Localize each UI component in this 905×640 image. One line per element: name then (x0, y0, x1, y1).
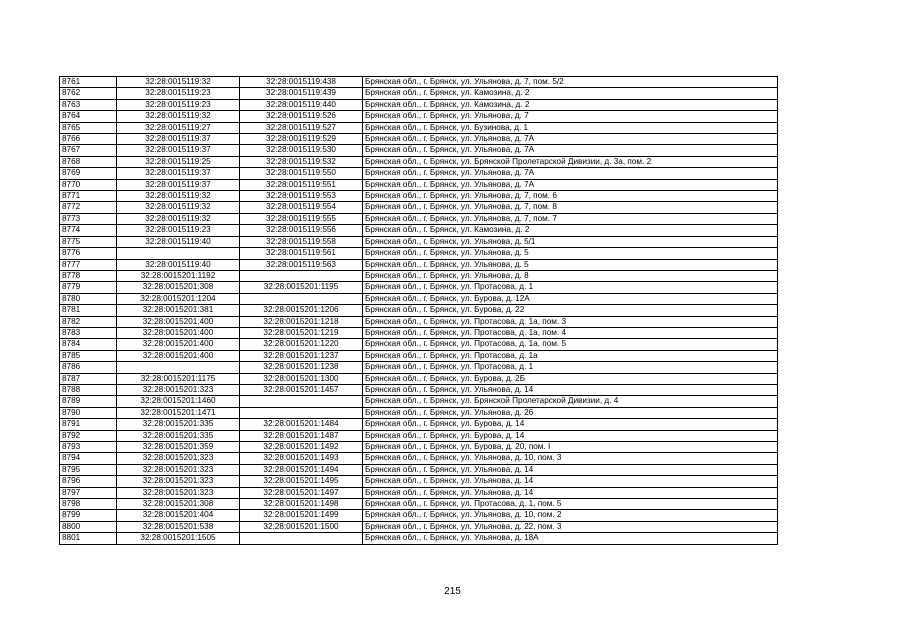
parent-cadastral-cell: 32:28:0015119:32 (117, 202, 240, 213)
parent-cadastral-cell: 32:28:0015201:323 (117, 464, 240, 475)
row-number-cell: 8798 (60, 499, 117, 510)
row-number-cell: 8766 (60, 134, 117, 145)
row-number-cell: 8791 (60, 419, 117, 430)
table-row (60, 202, 778, 213)
cadastral-number-cell: 32:28:0015201:1237 (240, 350, 363, 361)
parent-cadastral-cell: 32:28:0015201:323 (117, 476, 240, 487)
parent-cadastral-cell: 32:28:0015119:32 (117, 77, 240, 88)
parent-cadastral-cell: 32:28:0015201:335 (117, 430, 240, 441)
cadastral-number-cell: 32:28:0015119:554 (240, 202, 363, 213)
address-cell: Брянская обл., г. Брянск, ул. Ульянова, д. 7А (363, 168, 778, 179)
row-number-cell: 8787 (60, 373, 117, 384)
table-row (60, 213, 778, 224)
row-number-cell: 8780 (60, 293, 117, 304)
table-row (60, 407, 778, 418)
table-row (60, 476, 778, 487)
cadastral-number-cell: 32:28:0015201:1457 (240, 384, 363, 395)
parent-cadastral-cell: 32:28:0015201:400 (117, 327, 240, 338)
address-cell: Брянская обл., г. Брянск, ул. Ульянова, д. 7 (363, 111, 778, 122)
table-row (60, 430, 778, 441)
address-cell: Брянская обл., г. Брянск, ул. Бурова, д. 2Б (363, 373, 778, 384)
address-cell: Брянская обл., г. Брянск, ул. Ульянова, д. 22, пом. 3 (363, 521, 778, 532)
table-row (60, 419, 778, 430)
address-cell: Брянская обл., г. Брянск, ул. Камозина, д. 2 (363, 99, 778, 110)
row-number-cell: 8761 (60, 77, 117, 88)
parent-cadastral-cell (117, 362, 240, 373)
address-cell: Брянская обл., г. Брянск, ул. Ульянова, д. 14 (363, 464, 778, 475)
cadastral-number-cell: 32:28:0015201:1484 (240, 419, 363, 430)
table-row (60, 122, 778, 133)
parent-cadastral-cell: 32:28:0015201:335 (117, 419, 240, 430)
parent-cadastral-cell: 32:28:0015119:27 (117, 122, 240, 133)
parent-cadastral-cell: 32:28:0015119:32 (117, 191, 240, 202)
address-cell: Брянская обл., г. Брянск, ул. Протасова, д. 1 (363, 362, 778, 373)
cadastral-number-cell: 32:28:0015119:551 (240, 179, 363, 190)
row-number-cell: 8776 (60, 248, 117, 259)
cadastral-number-cell: 32:28:0015201:1495 (240, 476, 363, 487)
parent-cadastral-cell: 32:28:0015201:381 (117, 305, 240, 316)
table-row (60, 248, 778, 259)
cadastral-number-cell (240, 293, 363, 304)
cadastral-number-cell: 32:28:0015119:550 (240, 168, 363, 179)
parent-cadastral-cell: 32:28:0015119:23 (117, 225, 240, 236)
table-row (60, 225, 778, 236)
address-cell: Брянская обл., г. Брянск, ул. Ульянова, д. 5/1 (363, 236, 778, 247)
address-cell: Брянская обл., г. Брянск, ул. Бурова, д. 14 (363, 430, 778, 441)
parent-cadastral-cell: 32:28:0015201:308 (117, 499, 240, 510)
row-number-cell: 8785 (60, 350, 117, 361)
parent-cadastral-cell: 32:28:0015119:37 (117, 179, 240, 190)
table-row (60, 362, 778, 373)
cadastral-number-cell: 32:28:0015119:553 (240, 191, 363, 202)
parent-cadastral-cell: 32:28:0015201:323 (117, 487, 240, 498)
table-row (60, 168, 778, 179)
address-cell: Брянская обл., г. Брянск, ул. Ульянова, д. 10, пом. 2 (363, 510, 778, 521)
cadastral-number-cell: 32:28:0015119:439 (240, 88, 363, 99)
table-row (60, 259, 778, 270)
address-cell: Брянская обл., г. Брянск, ул. Ульянова, д. 7А (363, 145, 778, 156)
parent-cadastral-cell: 32:28:0015201:1471 (117, 407, 240, 418)
cadastral-number-cell (240, 533, 363, 544)
row-number-cell: 8762 (60, 88, 117, 99)
parent-cadastral-cell: 32:28:0015201:400 (117, 350, 240, 361)
parent-cadastral-cell: 32:28:0015201:538 (117, 521, 240, 532)
table-row (60, 533, 778, 544)
row-number-cell: 8790 (60, 407, 117, 418)
row-number-cell: 8784 (60, 339, 117, 350)
parent-cadastral-cell: 32:28:0015201:400 (117, 316, 240, 327)
table-row (60, 77, 778, 88)
table-row (60, 499, 778, 510)
table-row (60, 145, 778, 156)
address-cell: Брянская обл., г. Брянск, ул. Ульянова, д. 14 (363, 384, 778, 395)
table-row (60, 191, 778, 202)
table-row (60, 442, 778, 453)
cadastral-number-cell: 32:28:0015119:555 (240, 213, 363, 224)
cadastral-number-cell (240, 396, 363, 407)
address-cell: Брянская обл., г. Брянск, ул. Ульянова, д. 7, пом. 8 (363, 202, 778, 213)
table-row (60, 487, 778, 498)
table-row (60, 510, 778, 521)
address-cell: Брянская обл., г. Брянск, ул. Ульянова, д. 7, пом. 5/2 (363, 77, 778, 88)
row-number-cell: 8767 (60, 145, 117, 156)
address-cell: Брянская обл., г. Брянск, ул. Бузинова, д. 1 (363, 122, 778, 133)
parent-cadastral-cell: 32:28:0015201:1175 (117, 373, 240, 384)
row-number-cell: 8782 (60, 316, 117, 327)
cadastral-number-cell: 32:28:0015119:556 (240, 225, 363, 236)
table-row (60, 327, 778, 338)
address-cell: Брянская обл., г. Брянск, ул. Ульянова, д. 7, пом. 7 (363, 213, 778, 224)
row-number-cell: 8781 (60, 305, 117, 316)
parent-cadastral-cell: 32:28:0015119:32 (117, 213, 240, 224)
cadastral-number-cell: 32:28:0015119:527 (240, 122, 363, 133)
parent-cadastral-cell: 32:28:0015201:1192 (117, 270, 240, 281)
table-row (60, 99, 778, 110)
table-row (60, 134, 778, 145)
cadastral-number-cell: 32:28:0015201:1492 (240, 442, 363, 453)
cadastral-number-cell: 32:28:0015201:1300 (240, 373, 363, 384)
address-cell: Брянская обл., г. Брянск, ул. Протасова, д. 1а, пом. 5 (363, 339, 778, 350)
row-number-cell: 8799 (60, 510, 117, 521)
address-cell: Брянская обл., г. Брянск, ул. Протасова, д. 1, пом. 5 (363, 499, 778, 510)
address-cell: Брянская обл., г. Брянск, ул. Ульянова, д. 14 (363, 487, 778, 498)
cadastral-number-cell: 32:28:0015201:1493 (240, 453, 363, 464)
address-cell: Брянская обл., г. Брянск, ул. Ульянова, д. 10, пом. 3 (363, 453, 778, 464)
cadastral-number-cell: 32:28:0015201:1195 (240, 282, 363, 293)
parent-cadastral-cell: 32:28:0015119:32 (117, 111, 240, 122)
table-row (60, 464, 778, 475)
table-row (60, 396, 778, 407)
parent-cadastral-cell: 32:28:0015119:23 (117, 88, 240, 99)
parent-cadastral-cell: 32:28:0015201:400 (117, 339, 240, 350)
row-number-cell: 8793 (60, 442, 117, 453)
cadastral-number-cell: 32:28:0015201:1499 (240, 510, 363, 521)
table-row (60, 88, 778, 99)
address-cell: Брянская обл., г. Брянск, ул. Ульянова, д. 7А (363, 179, 778, 190)
cadastral-number-cell (240, 407, 363, 418)
parent-cadastral-cell: 32:28:0015201:1204 (117, 293, 240, 304)
row-number-cell: 8769 (60, 168, 117, 179)
cadastral-number-cell: 32:28:0015201:1206 (240, 305, 363, 316)
address-cell: Брянская обл., г. Брянск, ул. Бурова, д. 12А (363, 293, 778, 304)
cadastral-number-cell: 32:28:0015201:1487 (240, 430, 363, 441)
address-cell: Брянская обл., г. Брянск, ул. Бурова, д. 14 (363, 419, 778, 430)
address-cell: Брянская обл., г. Брянск, ул. Протасова, д. 1а, пом. 3 (363, 316, 778, 327)
table-row (60, 293, 778, 304)
row-number-cell: 8779 (60, 282, 117, 293)
table-row (60, 282, 778, 293)
row-number-cell: 8801 (60, 533, 117, 544)
cadastral-number-cell: 32:28:0015119:526 (240, 111, 363, 122)
table-row (60, 350, 778, 361)
row-number-cell: 8768 (60, 156, 117, 167)
cadastral-number-cell: 32:28:0015119:558 (240, 236, 363, 247)
table-body (60, 77, 778, 545)
row-number-cell: 8797 (60, 487, 117, 498)
address-cell: Брянская обл., г. Брянск, ул. Протасова, д. 1а, пом. 4 (363, 327, 778, 338)
parent-cadastral-cell: 32:28:0015201:404 (117, 510, 240, 521)
cadastral-number-cell: 32:28:0015119:561 (240, 248, 363, 259)
row-number-cell: 8770 (60, 179, 117, 190)
cadastral-number-cell: 32:28:0015201:1494 (240, 464, 363, 475)
parent-cadastral-cell: 32:28:0015119:37 (117, 145, 240, 156)
table-row (60, 111, 778, 122)
cadastral-number-cell: 32:28:0015201:1220 (240, 339, 363, 350)
address-cell: Брянская обл., г. Брянск, ул. Брянской Пролетарской Дивизии, д. 3а, пом. 2 (363, 156, 778, 167)
table-row (60, 453, 778, 464)
table-row (60, 521, 778, 532)
row-number-cell: 8789 (60, 396, 117, 407)
address-cell: Брянская обл., г. Брянск, ул. Протасова, д. 1 (363, 282, 778, 293)
row-number-cell: 8777 (60, 259, 117, 270)
parent-cadastral-cell: 32:28:0015119:37 (117, 168, 240, 179)
address-cell: Брянская обл., г. Брянск, ул. Брянской Пролетарской Дивизии, д. 4 (363, 396, 778, 407)
table-row (60, 384, 778, 395)
table-row (60, 339, 778, 350)
parent-cadastral-cell: 32:28:0015201:1460 (117, 396, 240, 407)
page-number: 215 (444, 586, 461, 597)
address-cell: Брянская обл., г. Брянск, ул. Бурова, д. 20, пом. I (363, 442, 778, 453)
cadastral-number-cell: 32:28:0015119:440 (240, 99, 363, 110)
address-cell: Брянская обл., г. Брянск, ул. Ульянова, д. 8 (363, 270, 778, 281)
row-number-cell: 8763 (60, 99, 117, 110)
table-row (60, 156, 778, 167)
row-number-cell: 8800 (60, 521, 117, 532)
address-cell: Брянская обл., г. Брянск, ул. Ульянова, д. 26 (363, 407, 778, 418)
cadastral-register-table (59, 76, 778, 545)
cadastral-number-cell: 32:28:0015119:438 (240, 77, 363, 88)
row-number-cell: 8788 (60, 384, 117, 395)
table-row (60, 179, 778, 190)
address-cell: Брянская обл., г. Брянск, ул. Камозина, д. 2 (363, 225, 778, 236)
parent-cadastral-cell: 32:28:0015119:37 (117, 134, 240, 145)
row-number-cell: 8775 (60, 236, 117, 247)
address-cell: Брянская обл., г. Брянск, ул. Ульянова, д. 14 (363, 476, 778, 487)
cadastral-number-cell: 32:28:0015201:1498 (240, 499, 363, 510)
row-number-cell: 8773 (60, 213, 117, 224)
table-row (60, 305, 778, 316)
parent-cadastral-cell: 32:28:0015201:359 (117, 442, 240, 453)
cadastral-number-cell: 32:28:0015119:563 (240, 259, 363, 270)
row-number-cell: 8778 (60, 270, 117, 281)
address-cell: Брянская обл., г. Брянск, ул. Протасова, д. 1а (363, 350, 778, 361)
address-cell: Брянская обл., г. Брянск, ул. Ульянова, д. 7, пом. 6 (363, 191, 778, 202)
cadastral-number-cell: 32:28:0015201:1218 (240, 316, 363, 327)
address-cell: Брянская обл., г. Брянск, ул. Бурова, д. 22 (363, 305, 778, 316)
table-row (60, 316, 778, 327)
row-number-cell: 8772 (60, 202, 117, 213)
cadastral-number-cell: 32:28:0015119:532 (240, 156, 363, 167)
cadastral-number-cell: 32:28:0015201:1238 (240, 362, 363, 373)
row-number-cell: 8771 (60, 191, 117, 202)
parent-cadastral-cell: 32:28:0015119:23 (117, 99, 240, 110)
address-cell: Брянская обл., г. Брянск, ул. Ульянова, д. 18А (363, 533, 778, 544)
row-number-cell: 8796 (60, 476, 117, 487)
address-cell: Брянская обл., г. Брянск, ул. Ульянова, д. 7А (363, 134, 778, 145)
address-cell: Брянская обл., г. Брянск, ул. Камозина, д. 2 (363, 88, 778, 99)
table-row (60, 236, 778, 247)
cadastral-number-cell: 32:28:0015201:1497 (240, 487, 363, 498)
cadastral-number-cell: 32:28:0015119:530 (240, 145, 363, 156)
row-number-cell: 8794 (60, 453, 117, 464)
row-number-cell: 8765 (60, 122, 117, 133)
row-number-cell: 8795 (60, 464, 117, 475)
cadastral-number-cell (240, 270, 363, 281)
row-number-cell: 8792 (60, 430, 117, 441)
parent-cadastral-cell (117, 248, 240, 259)
parent-cadastral-cell: 32:28:0015119:40 (117, 259, 240, 270)
row-number-cell: 8764 (60, 111, 117, 122)
table-row (60, 373, 778, 384)
row-number-cell: 8774 (60, 225, 117, 236)
cadastral-number-cell: 32:28:0015119:529 (240, 134, 363, 145)
parent-cadastral-cell: 32:28:0015201:323 (117, 453, 240, 464)
cadastral-number-cell: 32:28:0015201:1219 (240, 327, 363, 338)
address-cell: Брянская обл., г. Брянск, ул. Ульянова, д. 5 (363, 248, 778, 259)
address-cell: Брянская обл., г. Брянск, ул. Ульянова, д. 5 (363, 259, 778, 270)
table-row (60, 270, 778, 281)
cadastral-number-cell: 32:28:0015201:1500 (240, 521, 363, 532)
parent-cadastral-cell: 32:28:0015201:308 (117, 282, 240, 293)
parent-cadastral-cell: 32:28:0015201:1505 (117, 533, 240, 544)
row-number-cell: 8786 (60, 362, 117, 373)
parent-cadastral-cell: 32:28:0015119:40 (117, 236, 240, 247)
row-number-cell: 8783 (60, 327, 117, 338)
parent-cadastral-cell: 32:28:0015201:323 (117, 384, 240, 395)
parent-cadastral-cell: 32:28:0015119:25 (117, 156, 240, 167)
